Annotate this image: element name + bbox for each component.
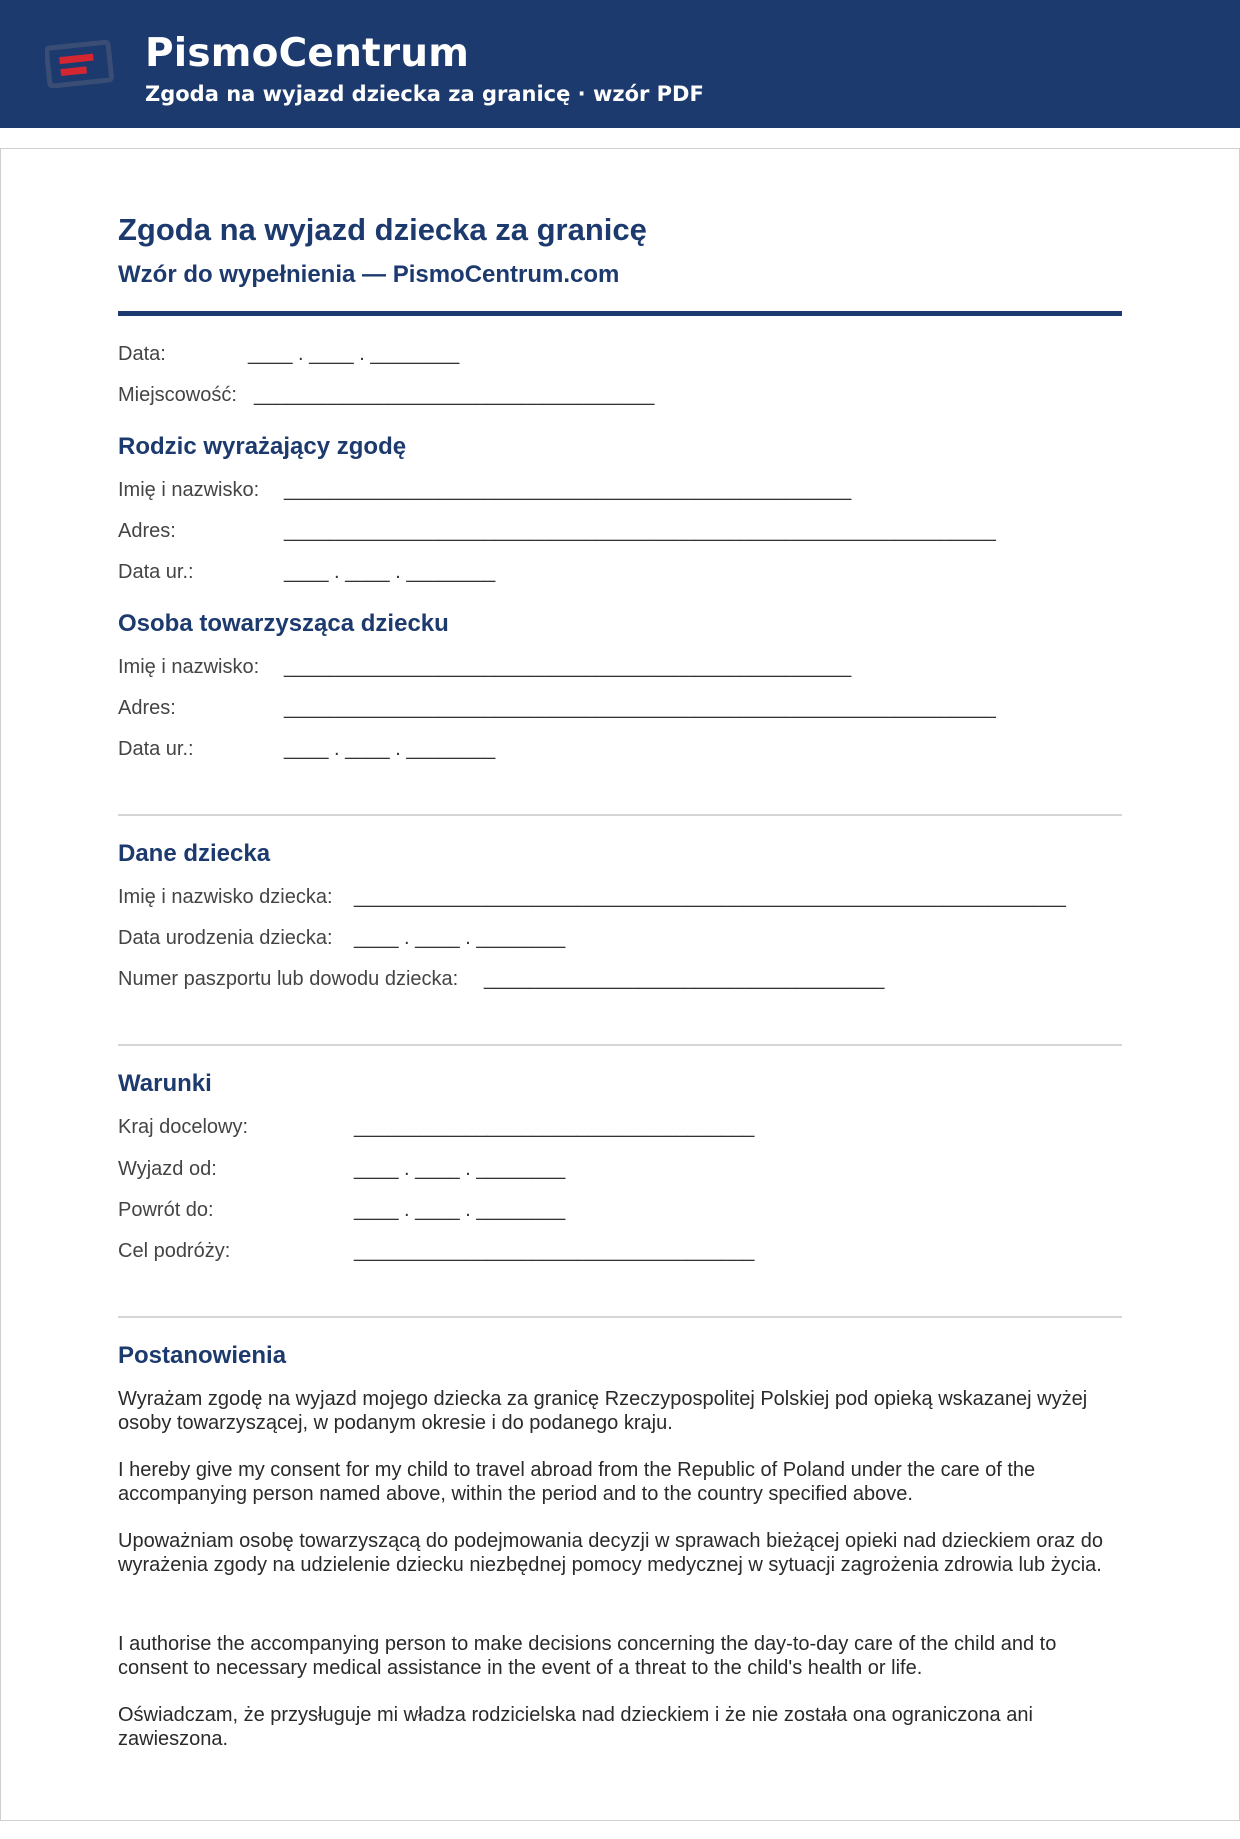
child-dob-label: Data urodzenia dziecka:: [118, 927, 333, 949]
title-divider: [118, 311, 1122, 316]
companion-name-field[interactable]: ___________________________________________________: [284, 656, 852, 678]
date-field[interactable]: ____ . ____ . ________: [248, 343, 460, 365]
conditions-heading: Warunki: [118, 1070, 212, 1097]
section-divider: [118, 1316, 1122, 1318]
provision-paragraph: Wyrażam zgodę na wyjazd mojego dziecka za granicę Rzeczypospolitej Polskiej pod opieką wskazanej wyżej osoby towarzyszącej, w podanym okresie i do podanego kraju.: [118, 1388, 1088, 1434]
parent-dob-label: Data ur.:: [118, 561, 194, 583]
parent-address-label: Adres:: [118, 520, 176, 542]
departure-label: Wyjazd od:: [118, 1158, 217, 1180]
document-subtitle: Wzór do wypełnienia — PismoCentrum.com: [118, 261, 620, 288]
return-label: Powrót do:: [118, 1199, 214, 1221]
companion-address-label: Adres:: [118, 697, 176, 719]
section-divider: [118, 1044, 1122, 1046]
brand-name: PismoCentrum: [145, 31, 470, 76]
child-name-label: Imię i nazwisko dziecka:: [118, 886, 333, 908]
companion-heading: Osoba towarzysząca dziecku: [118, 610, 449, 637]
companion-dob-label: Data ur.:: [118, 738, 194, 760]
parent-address-field[interactable]: ________________________________________________________________: [284, 520, 996, 542]
parent-name-label: Imię i nazwisko:: [118, 479, 260, 501]
document-title: Zgoda na wyjazd dziecka za granicę: [118, 212, 647, 247]
departure-field[interactable]: ____ . ____ . ________: [354, 1158, 566, 1180]
parent-name-field[interactable]: ___________________________________________________: [284, 479, 852, 501]
place-label: Miejscowość:: [118, 384, 237, 406]
companion-name-label: Imię i nazwisko:: [118, 656, 260, 678]
provisions-heading: Postanowienia: [118, 1342, 287, 1369]
provision-paragraph: I hereby give my consent for my child to travel abroad from the Republic of Poland under the care of the accompanying person named above, within the period and to the country specified above.: [118, 1459, 1036, 1505]
parent-dob-field[interactable]: ____ . ____ . ________: [284, 561, 496, 583]
child-name-field[interactable]: ________________________________________________________________: [354, 886, 1066, 908]
provision-paragraph: Oświadczam, że przysługuje mi władza rodzicielska nad dzieckiem i że nie została ona ograniczona ani zawieszona.: [118, 1704, 1033, 1750]
purpose-field[interactable]: ____________________________________: [354, 1240, 755, 1262]
header-bar: [0, 0, 1240, 128]
child-document-field[interactable]: ____________________________________: [484, 968, 885, 990]
date-label: Data:: [118, 343, 166, 365]
country-field[interactable]: ____________________________________: [354, 1116, 755, 1138]
provision-paragraph: I authorise the accompanying person to make decisions concerning the day-to-day care of the child and to consent to necessary medical assistance in the event of a threat to the child's health or life.: [118, 1633, 1057, 1679]
child-dob-field[interactable]: ____ . ____ . ________: [354, 927, 566, 949]
place-field[interactable]: ____________________________________: [254, 384, 655, 406]
document-logo-icon: [45, 40, 115, 88]
parent-heading: Rodzic wyrażający zgodę: [118, 433, 407, 460]
header-subtitle: Zgoda na wyjazd dziecka za granicę · wzór PDF: [145, 82, 704, 106]
country-label: Kraj docelowy:: [118, 1116, 249, 1138]
companion-dob-field[interactable]: ____ . ____ . ________: [284, 738, 496, 760]
companion-address-field[interactable]: ________________________________________________________________: [284, 697, 996, 719]
section-divider: [118, 814, 1122, 816]
return-field[interactable]: ____ . ____ . ________: [354, 1199, 566, 1221]
child-heading: Dane dziecka: [118, 840, 271, 867]
provision-paragraph: Upoważniam osobę towarzyszącą do podejmowania decyzji w sprawach bieżącej opieki nad dzieckiem oraz do wyrażenia zgody na udzielenie dziecku niezbędnej pomocy medycznej w sytuacji zagrożenia zdrowia lub życia.: [118, 1530, 1103, 1576]
child-document-label: Numer paszportu lub dowodu dziecka:: [118, 968, 459, 990]
purpose-label: Cel podróży:: [118, 1240, 231, 1262]
